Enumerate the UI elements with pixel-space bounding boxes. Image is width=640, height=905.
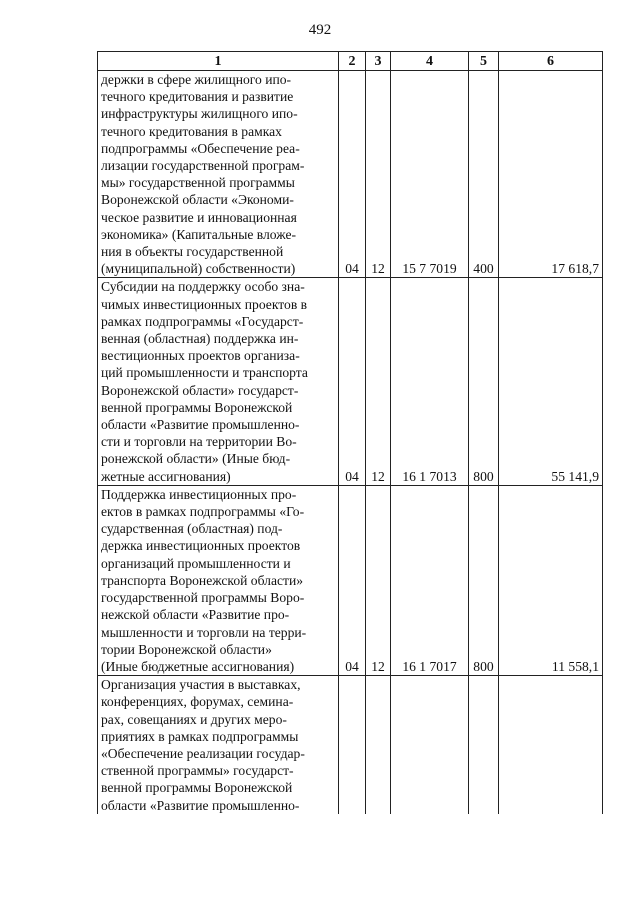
description-line: «Обеспечение реализации государ- <box>101 745 305 761</box>
row-subsection: 12 <box>366 71 391 278</box>
table-row <box>98 676 603 814</box>
row-expense-type <box>469 676 499 814</box>
description-line: ций промышленности и транспорта <box>101 365 308 381</box>
table-header-row <box>98 52 603 71</box>
header-col-4: 4 <box>391 52 469 71</box>
description-line: организаций промышленности и <box>101 555 291 571</box>
row-target-article: 15 7 7019 <box>391 71 469 278</box>
table-row <box>98 485 603 675</box>
row-target-article: 16 1 7017 <box>391 485 469 675</box>
description-line: рах, совещаниях и других меро- <box>101 711 287 727</box>
description-line: держка инвестиционных проектов <box>101 538 301 554</box>
row-section <box>339 676 366 814</box>
description-line: течного кредитования в рамках <box>101 123 282 139</box>
description-line: области «Развитие промышленно- <box>101 417 300 433</box>
row-subsection: 12 <box>366 485 391 675</box>
row-description <box>98 485 339 675</box>
table-row <box>98 71 603 278</box>
description-line: подпрограммы «Обеспечение реа- <box>101 140 300 156</box>
description-line: венная (областная) поддержка ин- <box>101 331 299 347</box>
row-target-article: 16 1 7013 <box>391 278 469 485</box>
description-line: ронежской области» (Иные бюд- <box>101 451 291 467</box>
description-line: венной программы Воронежской <box>101 399 293 415</box>
row-amount: 17 618,7 <box>499 71 603 278</box>
description-line: области «Развитие промышленно- <box>101 797 300 813</box>
row-section: 04 <box>339 485 366 675</box>
description-line: сти и торговли на территории Во- <box>101 434 297 450</box>
header-col-5: 5 <box>469 52 499 71</box>
row-description <box>98 676 339 814</box>
row-amount <box>499 676 603 814</box>
header-col-6: 6 <box>499 52 603 71</box>
description-line: приятиях в рамках подпрограммы <box>101 728 299 744</box>
description-line: вестиционных проектов организа- <box>101 348 300 364</box>
description-line: ческое развитие и инновационная <box>101 209 297 225</box>
description-line: ния в объекты государственной <box>101 244 284 260</box>
row-expense-type: 400 <box>469 71 499 278</box>
description-line: Воронежской области» государст- <box>101 382 299 398</box>
row-expense-type: 800 <box>469 485 499 675</box>
table-row <box>98 278 603 485</box>
description-line: инфраструктуры жилищного ипо- <box>101 106 298 122</box>
row-target-article <box>391 676 469 814</box>
description-line: мышленности и торговли на терри- <box>101 624 307 640</box>
row-amount: 55 141,9 <box>499 278 603 485</box>
description-line: течного кредитования и развитие <box>101 89 294 105</box>
description-line: Субсидии на поддержку особо зна- <box>101 279 305 295</box>
description-line: Организация участия в выставках, <box>101 677 301 693</box>
row-section: 04 <box>339 278 366 485</box>
description-line: Воронежской области «Экономи- <box>101 192 294 208</box>
description-line: транспорта Воронежской области» <box>101 572 304 588</box>
description-line: мы» государственной программы <box>101 175 295 191</box>
description-line: (Иные бюджетные ассигнования) <box>101 658 295 674</box>
description-line: Поддержка инвестиционных про- <box>101 486 297 502</box>
row-description <box>98 71 339 278</box>
description-line: лизации государственной програм- <box>101 158 305 174</box>
row-expense-type: 800 <box>469 278 499 485</box>
header-col-1: 1 <box>98 52 339 71</box>
row-amount: 11 558,1 <box>499 485 603 675</box>
description-line: (муниципальной) собственности) <box>101 261 296 277</box>
description-line: государственной программы Воро- <box>101 590 305 606</box>
description-line: жетные ассигнования) <box>101 468 231 484</box>
description-line: конференциях, форумах, семина- <box>101 694 294 710</box>
header-col-3: 3 <box>366 52 391 71</box>
header-col-2: 2 <box>339 52 366 71</box>
description-line: ственной программы» государст- <box>101 763 294 779</box>
description-line: держки в сфере жилищного ипо- <box>101 72 292 87</box>
page-number: 492 <box>308 22 332 38</box>
description-line: нежской области «Развитие про- <box>101 607 290 623</box>
description-line: рамках подпрограммы «Государст- <box>101 313 304 329</box>
description-line: сударственная (областная) под- <box>101 521 283 537</box>
budget-table <box>97 51 603 814</box>
description-line: ектов в рамках подпрограммы «Го- <box>101 504 305 520</box>
row-subsection: 12 <box>366 278 391 485</box>
description-line: венной программы Воронежской <box>101 780 293 796</box>
row-section: 04 <box>339 71 366 278</box>
description-line: тории Воронежской области» <box>101 641 272 657</box>
description-line: экономика» (Капитальные вложе- <box>101 226 297 242</box>
row-description <box>98 278 339 485</box>
row-subsection <box>366 676 391 814</box>
description-line: чимых инвестиционных проектов в <box>101 296 308 312</box>
